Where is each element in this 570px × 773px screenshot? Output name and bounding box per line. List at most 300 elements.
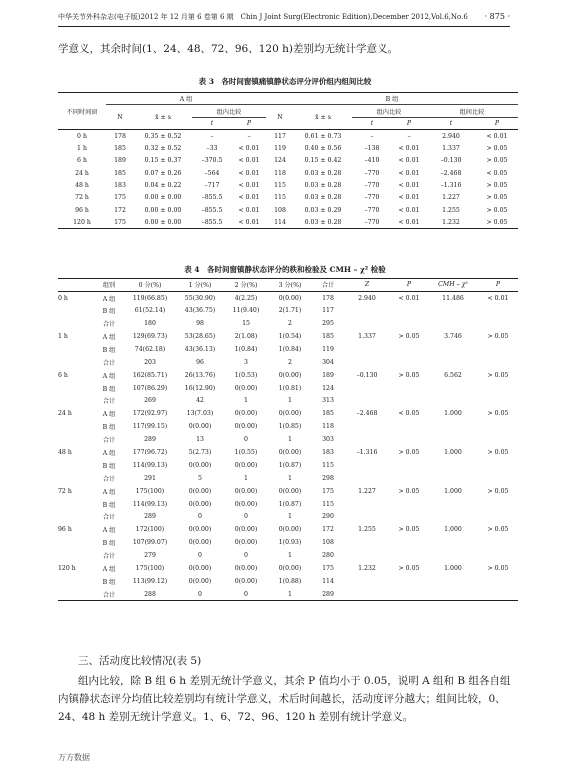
table4-cell-s2: 0(0.00) xyxy=(234,565,258,573)
footer-watermark: 万方数据 xyxy=(58,753,90,762)
table4-cell-group: A 组 xyxy=(102,295,116,303)
table4-header-cell: 组别 xyxy=(102,282,116,290)
table3-header-p-a: P xyxy=(246,119,252,127)
table4-cell-cmh xyxy=(428,356,478,369)
table4-header-cell: P xyxy=(495,281,501,289)
table4-cell-s2: 1 xyxy=(244,474,248,482)
table3-caption: 表 3 各时间窗镇痛镇静状态评分评价组内组间比较 xyxy=(198,77,372,86)
table3-cell-ma: 0.04 ± 0.22 xyxy=(144,181,182,189)
table4-cell-p2 xyxy=(478,433,518,446)
table4-cell-z xyxy=(344,472,390,485)
table4-cell-time xyxy=(58,549,94,562)
table4-cell-s3: 1 xyxy=(288,397,292,405)
table4-cell-cmh: 1.000 xyxy=(444,449,462,457)
table4-cell-total: 290 xyxy=(322,513,334,521)
table3-cell-tab: 1.227 xyxy=(442,194,460,202)
table4-cell-p2 xyxy=(478,472,518,485)
table4-cell-z: –1.316 xyxy=(356,449,378,457)
table4-cell-total: 280 xyxy=(322,552,334,560)
table4-row xyxy=(58,304,518,317)
table4-cell-cmh: 1.000 xyxy=(444,487,462,495)
table4-cell-s3: 0(0.00) xyxy=(278,526,302,534)
table3-cell-tab: –1.316 xyxy=(440,181,462,189)
table4-cell-p1 xyxy=(390,433,428,446)
table3-cell-tb: –770 xyxy=(364,194,380,202)
table3-cell-mb: 0.03 ± 0.28 xyxy=(304,218,342,226)
table4-caption: 表 4 各时间窗镇静状态评分的秩和检验及 CMH – χ² 检验 xyxy=(184,265,386,274)
table4-row xyxy=(58,498,518,511)
table4 xyxy=(58,278,518,601)
table4-row xyxy=(58,330,518,343)
table4-row xyxy=(58,446,518,459)
table4-row xyxy=(58,459,518,472)
table4-cell-s2: 1(0.55) xyxy=(234,449,258,457)
table4-cell-group: 合计 xyxy=(102,475,116,483)
table4-cell-z: 1.337 xyxy=(358,333,376,340)
table4-cell-z xyxy=(344,304,390,317)
table4-cell-total: 118 xyxy=(322,423,334,431)
table4-cell-time xyxy=(58,343,94,356)
table4-row xyxy=(58,588,518,601)
table4-cell-p2: > 0.05 xyxy=(487,526,509,534)
table4-cell-s0: 107(99.07) xyxy=(132,539,168,547)
table4-cell-z: 2.940 xyxy=(358,294,376,302)
table3-cell-pab: > 0.05 xyxy=(486,206,508,214)
table3-header-between: 组间比较 xyxy=(426,105,518,117)
table4-cell-z: 1.232 xyxy=(358,565,376,573)
table4-cell-s3: 1 xyxy=(288,513,292,521)
table4-cell-total: 115 xyxy=(322,500,334,508)
table3-cell-ma: 0.00 ± 0.00 xyxy=(144,218,182,226)
table3-cell-pa: < 0.01 xyxy=(238,169,260,177)
table4-cell-s1: 55(30.90) xyxy=(184,294,216,302)
table4-cell-cmh xyxy=(428,304,478,317)
table4-cell-group: A 组 xyxy=(102,450,116,458)
table3-row xyxy=(58,216,518,228)
table4-cell-time xyxy=(58,317,94,330)
table3-cell-tb: –770 xyxy=(364,169,380,177)
table4-body xyxy=(58,291,518,600)
table4-cell-p2 xyxy=(478,549,518,562)
table3-cell-tab: –0.130 xyxy=(440,157,462,165)
table3-cell-na: 189 xyxy=(114,157,126,165)
table4-cell-s0: 162(85.71) xyxy=(132,371,168,379)
table4-cell-z xyxy=(344,498,390,511)
table3-cell-na: 183 xyxy=(114,181,126,189)
table4-cell-s3: 0(0.00) xyxy=(278,449,302,457)
table3-header-mean-a: x̄ ± s xyxy=(155,113,171,121)
table3-cell-tb: –138 xyxy=(364,144,380,152)
table4-cell-cmh xyxy=(428,498,478,511)
table4-cell-total: 178 xyxy=(322,294,334,302)
page-number: · 875 · xyxy=(484,12,510,21)
body-paragraph: 组内比较，除 B 组 6 h 差别无统计学意义，其余 P 值均小于 0.05，说明 A 组和 B 组各自组内镇静状态评分均值比较差别均有统计学意义，术后时间越长，活动度评分越大；组间比较，0、24、48 h 差别无统计学意义。1、6、72、96、120 h 差别有统计学意义。 xyxy=(58,675,511,723)
table4-cell-cmh xyxy=(428,395,478,408)
table4-cell-p2 xyxy=(478,459,518,472)
table4-row xyxy=(58,291,518,304)
running-header xyxy=(58,12,510,27)
table4-cell-s0: 74(62.18) xyxy=(134,345,166,353)
table4-cell-cmh xyxy=(428,549,478,562)
table3-cell-tb: –410 xyxy=(364,157,380,165)
table4-cell-p1: > 0.05 xyxy=(398,487,420,495)
table3-header-t-b: t xyxy=(370,119,374,127)
table4-cell-z xyxy=(344,433,390,446)
table4-row xyxy=(58,485,518,498)
table4-cell-p1 xyxy=(390,511,428,524)
table3-cell-tb: –770 xyxy=(364,206,380,214)
table4-cell-time: 48 h xyxy=(58,449,72,457)
table4-cell-total: 183 xyxy=(322,449,334,457)
table4-cell-p1 xyxy=(390,549,428,562)
table4-cell-cmh xyxy=(428,588,478,601)
table3-cell-tab: 1.232 xyxy=(442,218,460,226)
table4-cell-p1: > 0.05 xyxy=(398,565,420,573)
table4-cell-s3: 2 xyxy=(288,320,292,328)
table4-cell-group: 合计 xyxy=(102,398,116,406)
table3-cell-ta: –855.5 xyxy=(201,194,223,202)
table4-cell-z: 1.255 xyxy=(358,526,376,534)
table3-cell-pa: < 0.01 xyxy=(238,181,260,189)
table4-cell-total: 119 xyxy=(322,345,334,353)
table3-cell-time: 6 h xyxy=(77,157,87,165)
table4-cell-time: 6 h xyxy=(58,371,68,379)
table3-header-p-ab: P xyxy=(494,119,500,127)
table4-cell-z xyxy=(344,459,390,472)
table4-cell-s3: 0(0.00) xyxy=(278,294,302,302)
table4-cell-s3: 1 xyxy=(288,474,292,482)
table4-row xyxy=(58,575,518,588)
table4-cell-z xyxy=(344,536,390,549)
table4-cell-s3: 1(0.84) xyxy=(278,345,302,353)
table4-cell-total: 189 xyxy=(322,371,334,379)
table4-cell-s1: 13 xyxy=(196,436,204,444)
table3-cell-nb: 115 xyxy=(274,194,286,202)
table4-cell-s3: 0(0.00) xyxy=(278,565,302,573)
table4-cell-s1: 16(12.90) xyxy=(184,384,216,392)
table4-row xyxy=(58,562,518,575)
table4-cell-time xyxy=(58,588,94,601)
table4-cell-s0: 114(99.13) xyxy=(132,500,168,508)
table4-cell-z: 1.227 xyxy=(358,487,376,495)
table4-cell-p2 xyxy=(478,343,518,356)
table3-cell-tb: –770 xyxy=(364,218,380,226)
table3-cell-pa: < 0.01 xyxy=(238,218,260,226)
continued-paragraph: 学意义，其余时间(1、24、48、72、96、120 h)差别均无统计学意义。 xyxy=(58,43,398,55)
table4-cell-time xyxy=(58,472,94,485)
table4-cell-p1 xyxy=(390,382,428,395)
table3-header-p-b: P xyxy=(406,119,412,127)
table4-cell-p2 xyxy=(478,395,518,408)
table3-cell-ta: –855.5 xyxy=(201,206,223,214)
table3-cell-ma: 0.00 ± 0.00 xyxy=(144,194,182,202)
table4-cell-p1 xyxy=(390,317,428,330)
table3-cell-ma: 0.00 ± 0.00 xyxy=(144,206,182,214)
table4-cell-time xyxy=(58,575,94,588)
table4-cell-z: –0.130 xyxy=(356,371,378,379)
table4-cell-time xyxy=(58,459,94,472)
table4-cell-s1: 0(0.00) xyxy=(188,539,212,547)
table3-cell-tb: – xyxy=(370,132,374,140)
table4-cell-s0: 172(92.97) xyxy=(132,410,168,418)
table4-cell-time xyxy=(58,304,94,317)
table4-cell-s0: 203 xyxy=(144,358,156,366)
table3-cell-mb: 0.03 ± 0.28 xyxy=(304,194,342,202)
table4-cell-p1 xyxy=(390,472,428,485)
table4-cell-time xyxy=(58,498,94,511)
table4-cell-cmh xyxy=(428,343,478,356)
table4-cell-s1: 0(0.00) xyxy=(188,423,212,431)
table3-cell-time: 120 h xyxy=(73,218,91,226)
table4-cell-time: 1 h xyxy=(58,333,68,340)
table3-cell-ma: 0.32 ± 0.52 xyxy=(144,144,182,152)
journal-citation: 中华关节外科杂志(电子版)2012 年 12 月第 6 卷第 6 期 Chin J Joint Surg(Electronic Edition),December 2012,Vol.6,No.6 xyxy=(58,13,468,21)
table4-row xyxy=(58,407,518,420)
table4-cell-p1 xyxy=(390,588,428,601)
table3-cell-mb: 0.03 ± 0.28 xyxy=(304,181,342,189)
table4-row xyxy=(58,433,518,446)
table4-row xyxy=(58,317,518,330)
table4-cell-cmh xyxy=(428,420,478,433)
table4-cell-total: 115 xyxy=(322,461,334,469)
table4-cell-s3: 1(0.87) xyxy=(278,461,302,469)
table4-cell-s2: 0(0.00) xyxy=(234,423,258,431)
table4-cell-p1: > 0.05 xyxy=(398,371,420,379)
table4-cell-p1 xyxy=(390,459,428,472)
table3-cell-mb: 0.03 ± 0.29 xyxy=(304,206,342,214)
table4-cell-group: A 组 xyxy=(102,372,116,380)
table4-cell-s3: 1(0.93) xyxy=(278,539,302,547)
table4-cell-group: B 组 xyxy=(102,462,116,470)
table3-cell-mb: 0.61 ± 0.73 xyxy=(304,132,342,140)
table4-cell-cmh xyxy=(428,317,478,330)
table4-cell-p1 xyxy=(390,498,428,511)
table4-cell-s2: 0(0.00) xyxy=(234,577,258,585)
table4-cell-group: A 组 xyxy=(102,488,116,496)
table4-cell-s2: 11(9.40) xyxy=(232,307,260,315)
table4-cell-s3: 1 xyxy=(288,436,292,444)
table4-cell-s0: 117(99.15) xyxy=(132,423,168,431)
table3-row xyxy=(58,192,518,204)
table4-cell-group: 合计 xyxy=(102,514,116,522)
table4-cell-s1: 13(7.03) xyxy=(186,410,214,418)
table3-cell-ma: 0.07 ± 0.26 xyxy=(144,169,182,177)
table4-cell-p2: < 0.01 xyxy=(487,294,509,302)
table3-cell-nb: 117 xyxy=(274,132,286,140)
table4-cell-z xyxy=(344,575,390,588)
table4-cell-time xyxy=(58,433,94,446)
table4-cell-p2 xyxy=(478,575,518,588)
table3-cell-na: 172 xyxy=(114,206,126,214)
table4-cell-s1: 0 xyxy=(198,590,202,598)
table3-cell-mb: 0.15 ± 0.42 xyxy=(304,157,342,165)
table4-cell-total: 117 xyxy=(322,307,334,315)
table4-cell-p2 xyxy=(478,511,518,524)
table4-cell-s1: 0(0.00) xyxy=(188,526,212,534)
table4-cell-s1: 0(0.00) xyxy=(188,461,212,469)
table4-cell-time xyxy=(58,382,94,395)
table4-cell-cmh xyxy=(428,575,478,588)
table4-cell-p1 xyxy=(390,420,428,433)
table4-cell-p1: < 0.05 xyxy=(398,410,420,418)
table3-cell-pab: < 0.05 xyxy=(486,169,508,177)
table4-cell-group: A 组 xyxy=(102,334,116,341)
table4-cell-group: A 组 xyxy=(102,566,116,574)
table4-row xyxy=(58,549,518,562)
table4-cell-s2: 15 xyxy=(242,320,250,328)
table3-cell-ta: –370.5 xyxy=(201,157,223,165)
table3-cell-ta: –564 xyxy=(204,169,220,177)
table4-cell-p2: > 0.05 xyxy=(487,333,509,340)
table4-cell-total: 175 xyxy=(322,565,334,573)
table4-cell-s1: 42 xyxy=(196,397,204,405)
table4-cell-p1 xyxy=(390,536,428,549)
table3-header-time: 不同时间窗 xyxy=(66,108,98,116)
table3-header-n-b: N xyxy=(277,113,283,121)
table4-cell-time xyxy=(58,420,94,433)
table4-cell-s0: 129(69.73) xyxy=(132,333,168,340)
table3-cell-nb: 124 xyxy=(274,157,286,165)
table3-row xyxy=(58,154,518,166)
table3-cell-pab: > 0.05 xyxy=(486,144,508,152)
table4-row xyxy=(58,523,518,536)
table3-cell-na: 178 xyxy=(114,132,126,140)
table4-cell-total: 124 xyxy=(322,384,334,392)
table3-cell-ta: – xyxy=(210,132,214,140)
table4-cell-p1 xyxy=(390,343,428,356)
table4-cell-p2 xyxy=(478,317,518,330)
table3-cell-mb: 0.40 ± 0.56 xyxy=(304,144,342,152)
table4-cell-s2: 0 xyxy=(244,552,248,560)
table4-cell-s3: 1(0.85) xyxy=(278,423,302,431)
table4-cell-s2: 0(0.00) xyxy=(234,500,258,508)
table4-cell-s0: 269 xyxy=(144,397,156,405)
table4-cell-s3: 0(0.00) xyxy=(278,410,302,418)
table4-header-cell: 0 分(%) xyxy=(138,282,162,290)
table4-cell-s0: 288 xyxy=(144,590,156,598)
table3-cell-na: 175 xyxy=(114,194,126,202)
table4-cell-s0: 291 xyxy=(144,474,156,482)
table4-row xyxy=(58,395,518,408)
table4-cell-p2: > 0.05 xyxy=(487,371,509,379)
table4-cell-group: 合计 xyxy=(102,437,116,445)
table4-cell-s3: 1 xyxy=(288,552,292,560)
table4-cell-s1: 0 xyxy=(198,552,202,560)
table4-cell-total: 175 xyxy=(322,487,334,495)
table3-cell-time: 1 h xyxy=(77,144,87,152)
table4-cell-s3: 0(0.00) xyxy=(278,371,302,379)
table4-cell-z xyxy=(344,343,390,356)
table4-cell-s0: 119(66.85) xyxy=(132,294,168,302)
table3-cell-time: 48 h xyxy=(75,181,89,189)
table4-cell-cmh: 1.000 xyxy=(444,526,462,534)
table3-cell-na: 175 xyxy=(114,218,126,226)
table3-cell-nb: 115 xyxy=(274,181,286,189)
table4-cell-time: 120 h xyxy=(58,565,76,573)
table4-row xyxy=(58,472,518,485)
table4-cell-total: 185 xyxy=(322,410,334,418)
table4-cell-s0: 175(100) xyxy=(135,565,165,573)
table4-cell-s1: 43(36.13) xyxy=(184,345,216,353)
table4-cell-total: 298 xyxy=(322,474,334,482)
table4-cell-group: 合计 xyxy=(102,359,116,367)
table3-cell-pa: < 0.01 xyxy=(238,194,260,202)
table4-header-cell: P xyxy=(406,281,412,289)
table4-cell-s0: 61(52.14) xyxy=(134,307,166,315)
table4-cell-p2 xyxy=(478,420,518,433)
table4-cell-time xyxy=(58,511,94,524)
table4-cell-s2: 1(0.84) xyxy=(234,345,258,353)
table3-cell-ta: –855.5 xyxy=(201,218,223,226)
table3-cell-tb: –770 xyxy=(364,181,380,189)
table4-cell-time: 0 h xyxy=(58,294,68,302)
table3-row xyxy=(58,204,518,216)
table3-header-group-a: A 组 xyxy=(106,93,266,105)
table4-cell-s2: 0(0.00) xyxy=(234,487,258,495)
table3-cell-tab: –2.468 xyxy=(440,169,462,177)
table4-cell-cmh xyxy=(428,459,478,472)
table3-header-t-ab: t xyxy=(449,119,453,127)
table4-cell-s1: 5 xyxy=(198,474,202,482)
table3-cell-ta: –33 xyxy=(206,144,218,152)
table4-cell-s1: 0(0.00) xyxy=(188,487,212,495)
table4-cell-cmh xyxy=(428,536,478,549)
table4-cell-z xyxy=(344,317,390,330)
table4-cell-cmh xyxy=(428,433,478,446)
table4-cell-s2: 0(0.00) xyxy=(234,539,258,547)
table4-cell-s2: 0(0.00) xyxy=(234,384,258,392)
table4-cell-group: A 组 xyxy=(102,411,116,419)
table4-cell-s0: 172(100) xyxy=(135,526,165,534)
table3-cell-ma: 0.35 ± 0.52 xyxy=(144,132,182,140)
table4-cell-total: 289 xyxy=(322,590,334,598)
table4-cell-cmh: 6.562 xyxy=(444,371,462,379)
table4-cell-s1: 5(2.73) xyxy=(188,449,212,457)
table4-cell-s0: 175(100) xyxy=(135,487,165,495)
table3-cell-time: 72 h xyxy=(75,194,89,202)
table4-cell-s2: 2(1.08) xyxy=(234,333,258,340)
table4-cell-group: B 组 xyxy=(102,385,116,393)
table4-cell-group: B 组 xyxy=(102,540,116,548)
table4-cell-cmh: 1.000 xyxy=(444,565,462,573)
table3-header-n-a: N xyxy=(117,113,123,121)
table4-cell-p2: > 0.05 xyxy=(487,565,509,573)
table3-cell-pb: < 0.01 xyxy=(398,169,420,177)
table3-cell-tab: 2.940 xyxy=(442,132,460,140)
table4-cell-total: 185 xyxy=(322,333,334,340)
table3-header-mean-b: x̄ ± s xyxy=(315,113,331,121)
table4-header-cell xyxy=(58,279,94,292)
table4-cell-p2 xyxy=(478,304,518,317)
table4-cell-z xyxy=(344,420,390,433)
table4-cell-p1 xyxy=(390,304,428,317)
table4-cell-total: 172 xyxy=(322,526,334,534)
table4-row xyxy=(58,356,518,369)
table4-cell-s2: 0 xyxy=(244,590,248,598)
table3-header-within-b: 组内比较 xyxy=(352,105,426,117)
table4-cell-p2 xyxy=(478,498,518,511)
table4-cell-group: B 组 xyxy=(102,308,116,316)
table4-cell-p1 xyxy=(390,395,428,408)
table3-cell-time: 0 h xyxy=(77,132,87,140)
table4-cell-group: B 组 xyxy=(102,578,116,586)
table4-cell-z xyxy=(344,395,390,408)
table3-cell-pab: > 0.05 xyxy=(486,181,508,189)
table4-cell-p2 xyxy=(478,536,518,549)
table3-cell-na: 185 xyxy=(114,144,126,152)
table4-cell-p2: > 0.05 xyxy=(487,449,509,457)
table3-cell-pb: < 0.01 xyxy=(398,206,420,214)
